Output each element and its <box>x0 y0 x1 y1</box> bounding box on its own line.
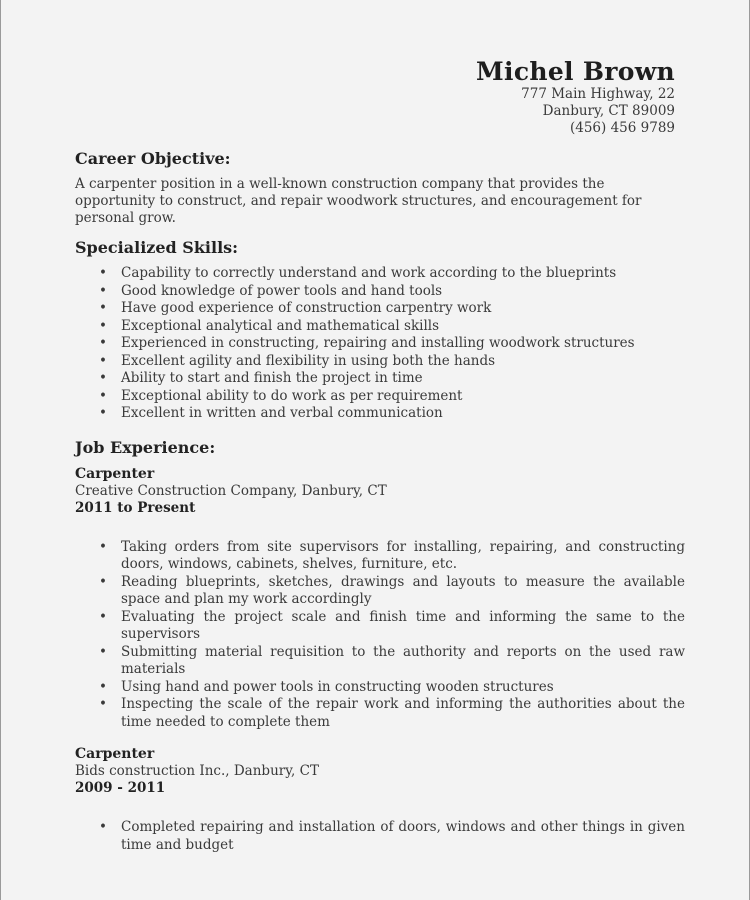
bullet-icon: • <box>99 573 107 590</box>
bullet-icon: • <box>99 352 107 369</box>
list-item <box>75 335 685 353</box>
bullet-icon: • <box>99 387 107 404</box>
skill-text: Excellent agility and flexibility in using both the hands <box>121 352 496 369</box>
career-objective-section <box>75 148 685 227</box>
resume-body <box>75 148 685 868</box>
job-entry <box>75 465 685 732</box>
list-item <box>75 679 685 697</box>
list-item <box>75 353 685 371</box>
bullet-icon: • <box>99 696 107 712</box>
job-dates: 2009 - 2011 <box>75 780 166 796</box>
job-entry <box>75 745 685 854</box>
bullet-icon: • <box>99 370 107 386</box>
job-role: Carpenter <box>75 746 155 762</box>
list-item <box>75 405 685 423</box>
skills-list <box>75 265 685 423</box>
skill-text: Ability to start and finish the project in time <box>121 370 423 386</box>
skill-text: Excellent in written and verbal communication <box>121 405 443 421</box>
skills-section <box>75 237 685 423</box>
bullet-icon: • <box>99 819 107 835</box>
bullet-icon: • <box>99 643 107 660</box>
skill-text: Experienced in constructing, repairing and installing woodwork structures <box>121 335 635 351</box>
candidate-name: Michel Brown <box>476 57 675 86</box>
list-item <box>75 609 685 644</box>
duty-text: Using hand and power tools in constructing wooden structures <box>121 678 554 695</box>
job-company: Creative Construction Company, Danbury, CT <box>75 482 387 499</box>
skill-text: Good knowledge of power tools and hand tools <box>121 282 443 299</box>
job-duties-list <box>75 539 685 732</box>
duty-text: Evaluating the project scale and finish time and informing the same to the supervisors <box>121 608 685 642</box>
bullet-icon: • <box>99 678 107 695</box>
duty-text: Inspecting the scale of the repair work and informing the authorities about the time needed to complete them <box>121 696 685 730</box>
skill-text: Exceptional analytical and mathematical skills <box>121 317 440 334</box>
bullet-icon: • <box>99 282 107 299</box>
duty-text: Taking orders from site supervisors for installing, repairing, and constructing doors, windows, cabinets, shelves, furniture, etc. <box>121 538 685 572</box>
resume-header <box>476 58 675 137</box>
address-line-2: Danbury, CT 89009 <box>542 103 675 119</box>
job-role: Carpenter <box>75 465 155 482</box>
bullet-icon: • <box>99 265 107 281</box>
list-item <box>75 318 685 336</box>
skill-text: Exceptional ability to do work as per requirement <box>121 387 463 404</box>
bullet-icon: • <box>99 300 107 316</box>
bullet-icon: • <box>99 538 107 555</box>
list-item <box>75 265 685 283</box>
job-dates: 2011 to Present <box>75 499 196 516</box>
list-item <box>75 300 685 318</box>
career-objective-text: A carpenter position in a well-known construction company that provides the opportunity to construct, and repair woodwork structures, and encouragement for personal grow. <box>75 176 642 226</box>
bullet-icon: • <box>99 317 107 334</box>
bullet-icon: • <box>99 608 107 625</box>
list-item <box>75 370 685 388</box>
bullet-icon: • <box>99 405 107 421</box>
list-item <box>75 539 685 574</box>
duty-text: Reading blueprints, sketches, drawings and layouts to measure the available space and plan my work accordingly <box>121 573 685 607</box>
list-item <box>75 644 685 679</box>
job-company: Bids construction Inc., Danbury, CT <box>75 763 319 779</box>
address-line-1: 777 Main Highway, 22 <box>521 86 675 102</box>
list-item <box>75 283 685 301</box>
list-item <box>75 574 685 609</box>
experience-section <box>75 437 685 855</box>
career-objective-title: Career Objective: <box>75 149 231 168</box>
list-item <box>75 696 685 731</box>
duty-text: Submitting material requisition to the authority and reports on the used raw materials <box>121 643 685 677</box>
skill-text: Capability to correctly understand and work according to the blueprints <box>121 265 617 281</box>
skills-title: Specialized Skills: <box>75 238 239 257</box>
list-item <box>75 388 685 406</box>
duty-text: Completed repairing and installation of doors, windows and other things in given time and budget <box>121 819 685 853</box>
bullet-icon: • <box>99 335 107 351</box>
job-duties-list <box>75 819 685 854</box>
experience-title: Job Experience: <box>75 437 216 457</box>
list-item <box>75 819 685 854</box>
phone-number: (456) 456 9789 <box>569 120 675 136</box>
skill-text: Have good experience of construction carpentry work <box>121 300 492 316</box>
